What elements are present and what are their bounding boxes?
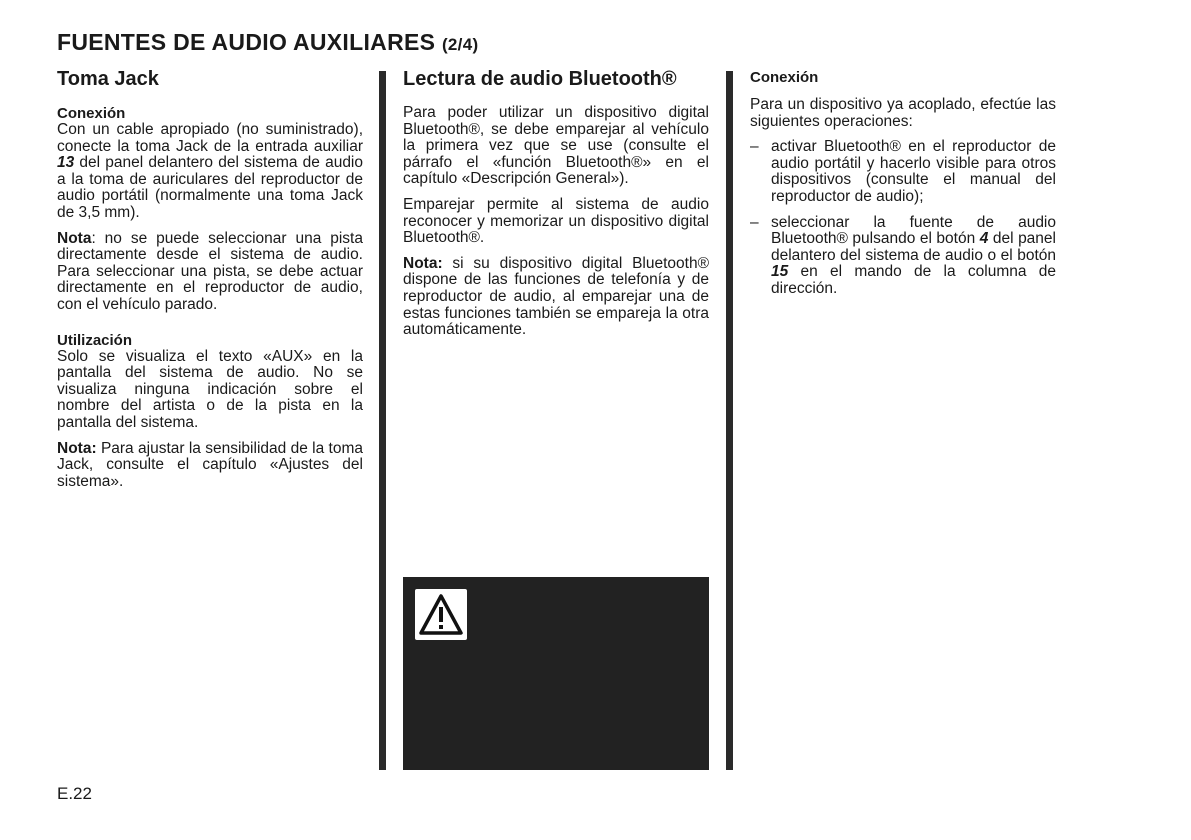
callout-number-15: 15 bbox=[771, 263, 789, 281]
paragraph-bluetooth-intro: Para poder utilizar un dispositivo digital Bluetooth®, se debe emparejar al vehículo la primera vez que se use (consulte el párrafo el «función Bluetooth®» en el capítulo «Descripción General»). bbox=[403, 104, 709, 188]
list-item: – activar Bluetooth® en el reproductor de audio portátil y hacerlo visible para otros dispositivos (consulte el manual del reproductor de audio); bbox=[750, 139, 1056, 205]
nota-label: Nota bbox=[57, 229, 92, 247]
section-heading-bluetooth: Lectura de audio Bluetooth® bbox=[403, 68, 677, 90]
subheading-conexion-bluetooth: Conexión bbox=[750, 69, 819, 86]
subheading-conexion: Conexión bbox=[57, 105, 126, 122]
page-number: E.22 bbox=[57, 784, 92, 803]
page-title-text: FUENTES DE AUDIO AUXILIARES bbox=[57, 29, 436, 55]
list-item: – seleccionar la fuente de audio Bluetooth® pulsando el botón 4 del panel delantero del sistema de audio o el botón 15 en el mando de la columna de dirección. bbox=[750, 215, 1056, 298]
column-divider-2 bbox=[726, 71, 733, 770]
paragraph-conexion-intro: Para un dispositivo ya acoplado, efectúe las siguientes operaciones: bbox=[750, 96, 1056, 130]
column-toma-jack bbox=[57, 66, 363, 499]
paragraph-utilizacion: Solo se visualiza el texto «AUX» en la pantalla del sistema de audio. No se visualiza ninguna indicación sobre el nombre del artista o de la pista en la pantalla del sistema. bbox=[57, 347, 363, 431]
callout-number-13: 13 bbox=[57, 154, 75, 172]
subheading-utilizacion: Utilización bbox=[57, 331, 133, 349]
section-heading-toma-jack: Toma Jack bbox=[57, 68, 159, 90]
nota-label: Nota: bbox=[403, 254, 443, 272]
warning-triangle-icon bbox=[415, 589, 467, 640]
paragraph-nota-pista: Nota: no se puede seleccionar una pista directamente desde el sistema de audio. Para seleccionar una pista, se debe actuar directamente en el reproductor de audio, con el vehículo parado. bbox=[57, 229, 363, 313]
warning-box bbox=[403, 577, 709, 770]
paragraph-nota-sensibilidad: Nota: Para ajustar la sensibilidad de la toma Jack, consulte el capítulo «Ajustes del sistema». bbox=[57, 439, 363, 490]
column-divider-1 bbox=[379, 71, 386, 770]
paragraph-conexion: Con un cable apropiado (no suministrado), conecte la toma Jack de la entrada auxiliar 13 del panel delantero del sistema de audio a la toma de auriculares del reproductor de audio portátil (normalmente una toma Jack de 3,5 mm). bbox=[57, 121, 363, 221]
steps-list bbox=[750, 139, 1056, 297]
paragraph-emparejar: Emparejar permite al sistema de audio reconocer y memorizar un dispositivo digital Bluetooth®. bbox=[403, 195, 709, 247]
callout-number-4: 4 bbox=[979, 230, 989, 248]
page-title bbox=[57, 29, 478, 56]
page-title-part: (2/4) bbox=[441, 35, 479, 54]
column-conexion-bluetooth bbox=[750, 66, 1056, 307]
paragraph-nota-bluetooth: Nota: si su dispositivo digital Bluetooth® dispone de las funciones de telefonía y de reproductor de audio, al emparejar una de estas funciones también se empareja la otra automáticamente. bbox=[403, 254, 709, 339]
column-bluetooth bbox=[403, 66, 709, 348]
nota-label: Nota: bbox=[57, 439, 97, 457]
